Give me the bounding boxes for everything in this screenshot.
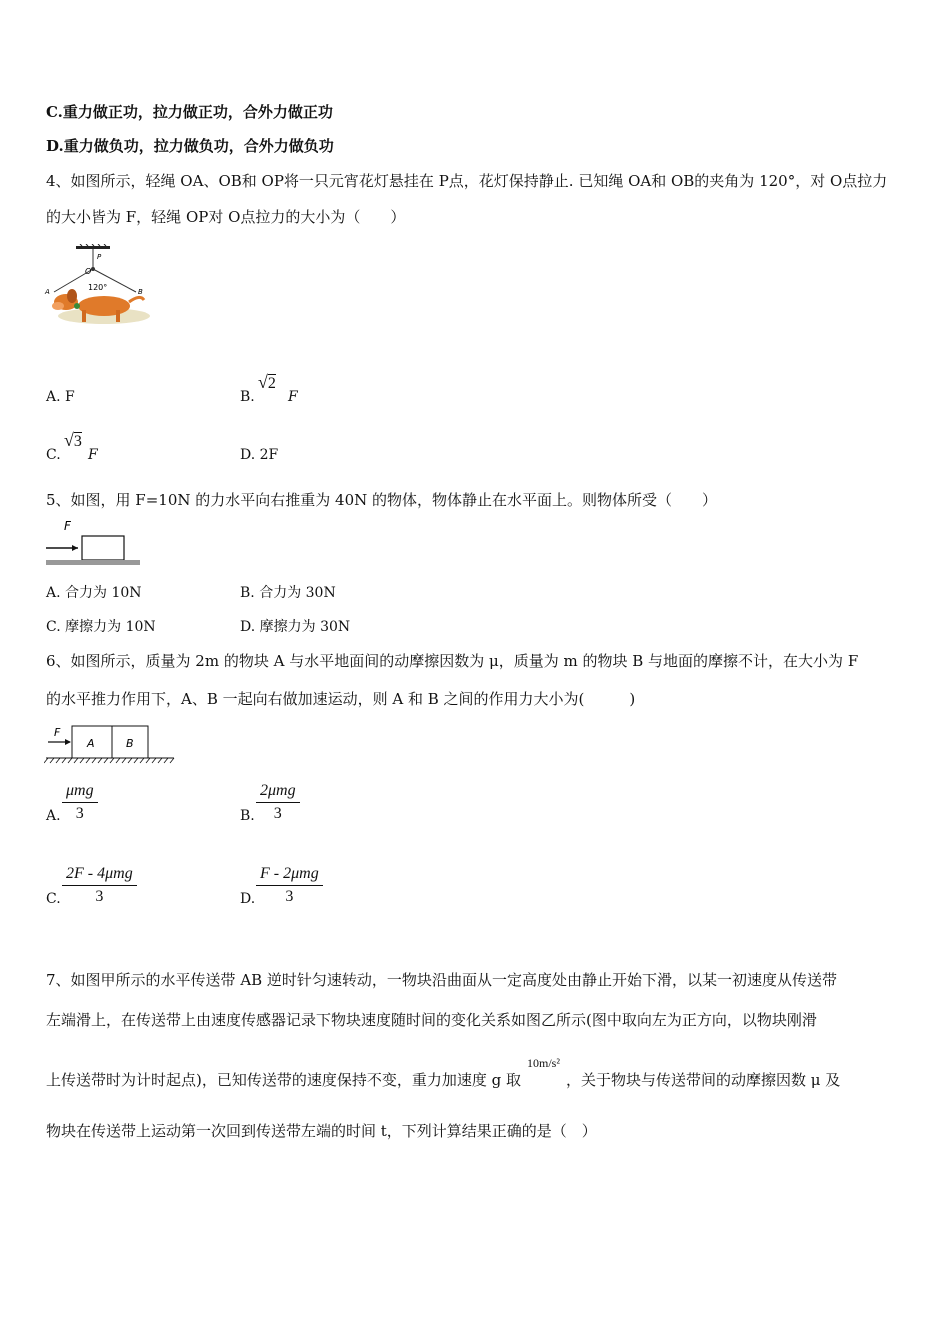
q4-label-a: A <box>45 288 50 296</box>
q6-blocks-figure <box>44 720 178 768</box>
q4-stem-line1: 4、如图所示，轻绳 OA、OB和 OP将一只元宵花灯悬挂在 P点，花灯保持静止. 已知绳 OA和 OB的夹角为 120°，对 O点拉力 <box>46 172 888 190</box>
q7-stem-line4: 物块在传送带上运动第一次回到传送带左端的时间 t，下列计算结果正确的是（ ） <box>46 1122 597 1140</box>
q6-option-b[interactable]: B. <box>240 808 255 824</box>
q6-option-b-fraction <box>256 780 300 825</box>
q4-option-a[interactable]: A. F <box>46 389 75 405</box>
q6-option-d-denominator: 3 <box>285 888 294 905</box>
q3-option-c[interactable]: C.重力做正功，拉力做正功，合外力做正功 <box>46 103 333 121</box>
q7-stem-line2: 左端滑上，在传送带上由速度传感器记录下物块速度随时间的变化关系如图乙所示(图中取向左为正方向，以物块刚滑 <box>46 1011 817 1029</box>
q4-option-b-symbol: F <box>288 389 298 405</box>
q6-option-d-fraction <box>256 863 323 908</box>
q5-option-d[interactable]: D. 摩擦力为 30N <box>240 619 351 635</box>
q4-option-b-sqrt: √2 <box>258 372 276 392</box>
q7-stem-line3-a: 上传送带时为计时起点)，已知传送带的速度保持不变，重力加速度 g 取 <box>46 1071 521 1089</box>
q6-stem-line2: 的水平推力作用下，A、B 一起向右做加速运动，则 A 和 B 之间的作用力大小为( ) <box>46 690 636 708</box>
q4-option-c[interactable] <box>46 445 61 465</box>
q6-option-b-denominator: 3 <box>273 805 282 822</box>
q7-stem-line3 <box>46 1056 841 1091</box>
q4-stem-line2: 的大小皆为 F，轻绳 OP对 O点拉力的大小为（ ） <box>46 208 406 226</box>
q6-option-c-denominator: 3 <box>95 888 104 905</box>
q6-stem-line1: 6、如图所示，质量为 2m 的物块 A 与水平地面间的动摩擦因数为 μ，质量为 m 的物块 B 与地面的摩擦不计，在大小为 F <box>46 652 859 670</box>
q4-option-b-radicand: 2 <box>267 375 276 392</box>
q6-option-c[interactable]: C. <box>46 891 61 907</box>
q7-gravity-value: 10m/s² <box>527 1056 560 1070</box>
q4-label-o: O <box>85 267 92 276</box>
q6-option-a-fraction <box>62 780 98 825</box>
q6-option-b-numerator: 2μmg <box>256 780 300 803</box>
q4-option-b[interactable] <box>240 387 255 407</box>
q4-option-d[interactable]: D. 2F <box>240 447 279 463</box>
q5-label-f: F <box>64 519 71 533</box>
q6-option-d-numerator: F - 2μmg <box>256 863 323 886</box>
q4-label-b: B <box>138 288 143 296</box>
q6-option-d[interactable]: D. <box>240 891 256 907</box>
q6-option-c-numerator: 2F - 4μmg <box>62 863 137 886</box>
q6-option-a-numerator: μmg <box>62 780 98 803</box>
q6-label-a: A <box>87 737 95 750</box>
q7-stem-line1: 7、如图甲所示的水平传送带 AB 逆时针匀速转动，一物块沿曲面从一定高度处由静止开始下滑，以某一初速度从传送带 <box>46 971 837 989</box>
q3-option-d[interactable]: D.重力做负功，拉力做负功，合外力做负功 <box>46 137 334 155</box>
q4-label-p: P <box>97 253 102 261</box>
q4-option-c-label: C. <box>46 447 61 463</box>
q4-option-c-sqrt: √3 <box>64 430 82 450</box>
q6-option-a-denominator: 3 <box>75 805 84 822</box>
q6-label-f: F <box>54 726 61 739</box>
q6-option-a[interactable]: A. <box>46 808 61 824</box>
q5-stem-line1: 5、如图，用 F=10N 的力水平向右推重为 40N 的物体，物体静止在水平面上。则物体所受（ ） <box>46 491 718 509</box>
q4-lantern-figure <box>44 244 154 330</box>
q6-option-c-fraction <box>62 863 137 908</box>
q4-option-c-radicand: 3 <box>73 433 82 450</box>
q4-angle-label: 120° <box>88 283 108 292</box>
q5-option-c[interactable]: C. 摩擦力为 10N <box>46 619 156 635</box>
q7-stem-line3-b: ，关于物块与传送带间的动摩擦因数 μ 及 <box>565 1071 841 1089</box>
q6-label-b: B <box>126 737 134 750</box>
q4-option-c-symbol: F <box>88 447 98 463</box>
q4-option-b-label: B. <box>240 389 255 405</box>
q5-option-a[interactable]: A. 合力为 10N <box>46 585 142 601</box>
q5-block-figure <box>44 516 144 572</box>
q5-option-b[interactable]: B. 合力为 30N <box>240 585 336 601</box>
